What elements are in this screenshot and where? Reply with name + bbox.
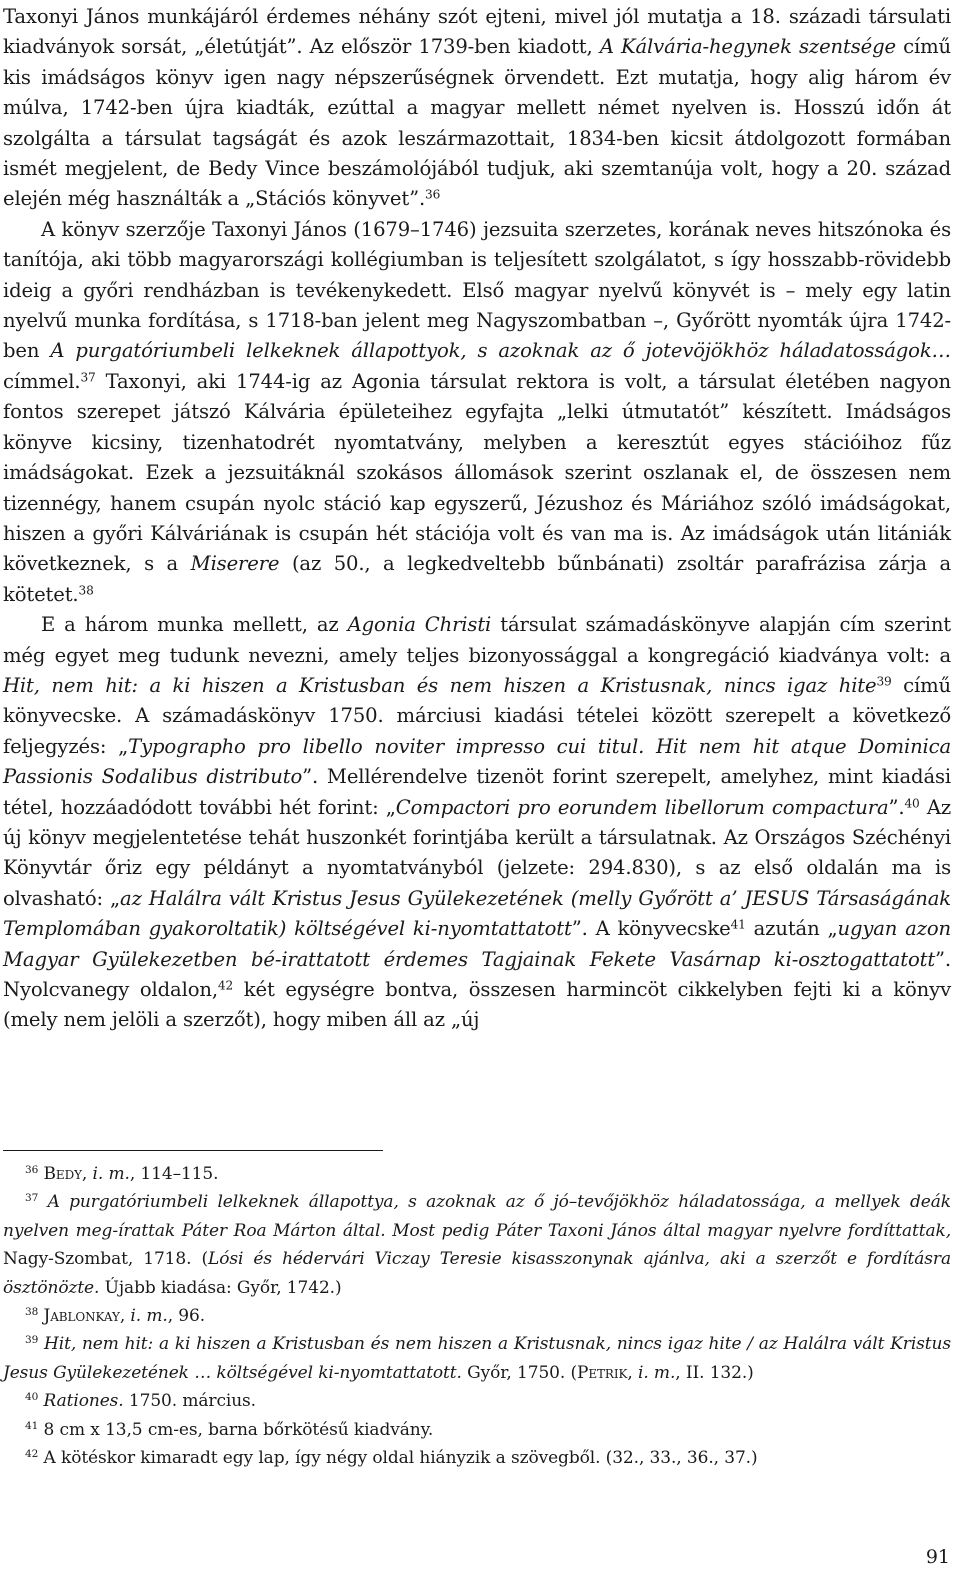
footnote-ref: 42 [25,1448,39,1461]
footnotes [3,1160,951,1472]
text-run: Győr, 1750. ( [461,1362,578,1383]
footnote-separator [3,1150,383,1151]
italic-text: Miserere [190,552,280,576]
paragraph [3,610,951,1036]
footnote [3,1302,951,1330]
body-text [3,2,951,1036]
footnote-ref: 36 [425,187,441,202]
italic-text: A purgatóriumbeli lelkeknek állapottyok, s azoknak az ő jotevöjökhöz háladatosságok… [50,339,951,363]
footnote [3,1330,951,1387]
italic-text: ugyan azon Magyar Gyülekezetben bé-irattatott érdemes Tagjainak Fekete Vasárnap ki-osztogattatott [3,917,952,971]
text-run: , II. 132.) [675,1362,754,1383]
text-run: társulat számadáskönyve alapján cím szerint még egyet meg tudunk nevezni, amely teljes bizonyossággal a kongregáció kiadványa volt: a [3,613,952,667]
text-run: Taxonyi János munkájáról érdemes néhány szót ejteni, mivel jól mutatja a 18. századi társulati kiadványok sorsát, „életútját”. Az először 1739-ben kiadott, [3,5,951,59]
text-run: , [627,1362,638,1383]
text-run: , [81,1164,93,1184]
text-run: ”. [888,795,905,819]
text-run: ”. Nyolcvanegy oldalon, [3,947,951,1001]
text-run: 8 cm x 13,5 cm-es, barna bőrkötésű kiadvány. [38,1419,434,1440]
footnote-ref: 41 [25,1419,39,1432]
text-run: címmel. [3,369,81,393]
text-run: ”. Mellérendelve tizenöt forint szerepelt, amelyhez, mint kiadási tétel, hozzáadódott további hét forint: „ [3,765,951,819]
paragraph [3,215,951,610]
text-run: , [119,1306,131,1327]
footnote [3,1444,951,1472]
text-run: Újabb kiadása: Győr, 1742.) [99,1277,342,1298]
author-name: Petrik [577,1362,628,1383]
page-number: 91 [925,1546,950,1568]
footnote-ref: 42 [217,978,234,993]
italic-text: A Kálvária-hegynek szentsége [599,35,896,59]
text-run: két egységre bontva, összesen harmincöt cikkelyben fejti ki a könyv (mely nem jelöli a szerzőt), hogy miben áll az „új [3,978,951,1032]
italic-text: Typographo pro libello noviter impresso cui titul. Hit nem hit atque Dominica Passionis Sodalibus distributo [3,734,952,789]
text-run: , 96. [167,1306,206,1327]
italic-text: Hit, nem hit: a ki hiszen a Kristusban és nem hiszen a Kristusnak, nincs igaz hite [3,673,877,697]
text-run: A könyv szerzője Taxonyi János (1679–1746) jezsuita szerzetes, korának neves hitszónoka és tanítója, aki több magyarországi kollégiumban is teljesített szolgálatot, s így hosszabb-rövidebb ideig a győri rendházban is tevékenykedett. Első magyar nyelvű könyvét is – mely egy latin nyelvű munka fordítása, s 1718-ban jelent meg Nagyszombatban –, Győrött nyomták újra 1742-ben [3,217,951,363]
footnote [3,1387,951,1415]
italic-text: Hit, nem hit: a ki hiszen a Kristusban és nem hiszen a Kristusnak, nincs igaz hite / az Halálra vált Kristus Jesus Gyülekezetének … költségével ki-nyomtattatott. [3,1334,951,1383]
text-run: ”. A könyvecske [571,917,731,941]
footnote [3,1188,951,1302]
footnote [3,1416,951,1444]
italic-text: Compactori pro eorundem libellorum compactura [395,795,889,819]
footnote-ref: 37 [80,370,96,385]
footnote-ref: 40 [25,1391,39,1404]
text-run: , 114–115. [129,1164,219,1184]
italic-text: az Halálra vált Kristus Jesus Gyülekezetének (melly Győrött a’ JESUS Társaságának Templomában gyakoroltatik) költségével ki-nyomtattatott [3,886,951,941]
italic-text: i. m. [130,1306,168,1327]
text-run: című könyvecske. A számadáskönyv 1750. márciusi kiadási tételei között szerepelt a következő feljegyzés: „ [3,673,951,758]
italic-text: A purgatóriumbeli lelkeknek állapottya, s azoknak az ő jó–tevőjökhöz háladatossága, a mellyek deák nyelven meg-írattak Páter Roa Márton által. Most pedig Páter Taxoni János által magyar nyelvre fordíttattak, [3,1192,951,1241]
footnote-ref: 38 [25,1306,39,1319]
text-run: című kis imádságos könyv igen nagy népszerűségnek örvendett. Ezt mutatja, hogy alig három év múlva, 1742-ben újra kiadták, ezúttal a magyar mellett német nyelven is. Hosszú időn át szolgálta a társulat tagságát és azok leszármazottait, 1834-ben kicsit átdolgozott formában ismét megjelent, de Bedy Vince beszámolójából tudjuk, aki szemtanúja volt, hogy a 20. század elején még használták a „Stációs könyvet”. [3,35,951,211]
text-run: 1750. március. [123,1391,256,1412]
footnote-ref: 40 [904,795,920,810]
italic-text: Lósi és hédervári Viczay Teresie kisasszonynak ajánlva, aki a szerzőt e fordításra ösztönözte. [3,1249,951,1298]
text-run [38,1192,47,1212]
footnote-ref: 39 [876,674,892,689]
italic-text: i. m. [92,1164,130,1184]
footnote-ref: 38 [78,583,94,598]
author-name: Jablonkay [43,1306,120,1327]
italic-text: i. m. [637,1362,676,1383]
footnote-ref: 41 [730,917,746,932]
italic-text: Agonia Christi [347,613,492,637]
text-run: Taxonyi, aki 1744-ig az Agonia társulat rektora is volt, a társulat életében nagyon fontos szerepet játszó Kálvária épületeihez egyfajta „lelki útmutatót” készített. Imádságos könyve kicsiny, tizenhatodrét nyomtatvány, melyben a keresztút egyes stációihoz fűz imádságokat. Ezek a jezsuitáknál szokásos állomások szerint oszlanak el, de összesen nem tizennégy, hanem csupán nyolc stáció kap egyszerű, Jézushoz és Máriához szóló imádságokat, hiszen a győri Kálváriának is csupán hét stációja volt és van ma is. Az imádságok után litániák következnek, s a [3,369,951,576]
text-run: E a három munka mellett, az [41,613,348,637]
text-run: Nagy-Szombat, 1718. ( [3,1249,209,1270]
footnote-ref: 39 [25,1334,39,1347]
text-run: Az új könyv megjelentetése tehát huszonkét forintjába került a társulatnak. Az Országos Széchényi Könyvtár őriz egy példányt a nyomtatványból (jelzete: 294.830), s az első oldalán ma is olvasható: „ [3,795,951,910]
author-name: Bedy [43,1164,82,1184]
italic-text: Rationes. [43,1391,124,1412]
text-run: azután „ [745,917,838,941]
text-run: A kötéskor kimaradt egy lap, így négy oldal hiányzik a szövegből. (32., 33., 36., 37.) [38,1448,758,1469]
footnote-ref: 37 [25,1192,39,1205]
footnote-ref: 36 [25,1164,39,1177]
paragraph [3,2,951,215]
footnote [3,1160,951,1188]
text-run: (az 50., a legkedveltebb bűnbánati) zsoltár parafrázisa zárja a kötetet. [3,552,951,606]
